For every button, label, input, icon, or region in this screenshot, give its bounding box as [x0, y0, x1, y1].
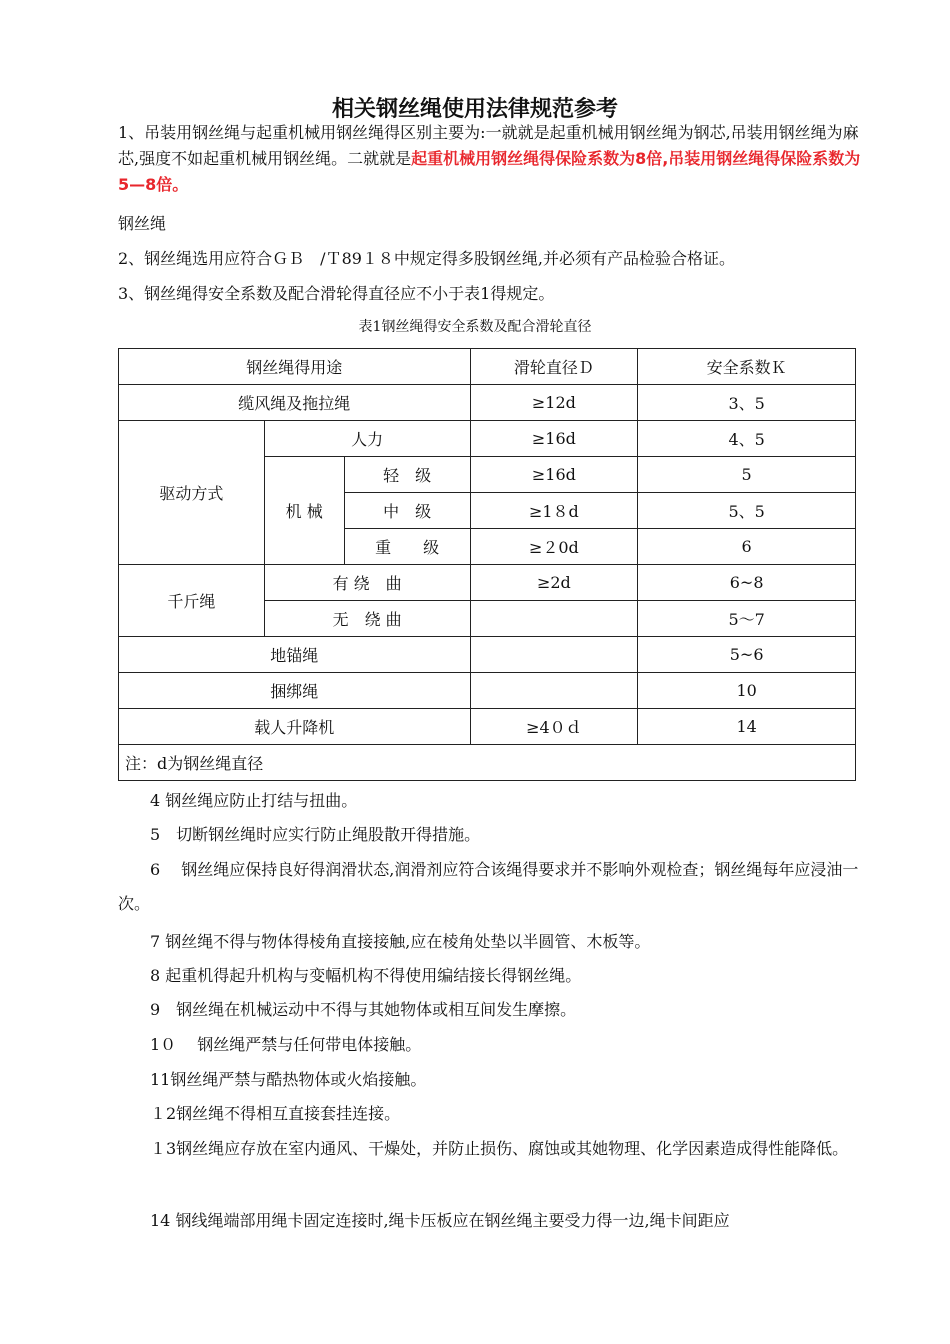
- cell-pulley: ≥4０ｄ: [470, 709, 638, 745]
- cell-pulley: [470, 601, 638, 637]
- intro-text: 1、吊装用钢丝绳与起重机械用钢丝绳得区别主要为:一就就是起重机械用钢丝绳为钢芯,吊装用钢丝绳为麻芯,强度不如起重机械用钢丝绳。二就就是: [118, 123, 859, 168]
- cell-use: 载人升降机: [119, 709, 471, 745]
- intro-paragraph-2: 2、钢丝绳选用应符合ＧＢ /Ｔ89１８中规定得多股钢丝绳,并必须有产品检验合格证。: [118, 249, 736, 268]
- cell-factor: 6: [638, 529, 856, 565]
- cell-pulley: ≥16d: [470, 457, 638, 493]
- cell-factor: 5~6: [638, 637, 856, 673]
- list-item: 9 钢丝绳在机械运动中不得与其她物体或相互间发生摩擦。: [150, 1000, 577, 1019]
- cell-group-jack: 千斤绳: [119, 565, 265, 637]
- list-item: 5 切断钢丝绳时应实行防止绳股散开得措施。: [150, 825, 481, 844]
- cell-factor: 5～7: [638, 601, 856, 637]
- list-item: 11钢丝绳严禁与酷热物体或火焰接触。: [150, 1070, 427, 1089]
- table-row: [119, 637, 856, 673]
- cell-pulley: ≥1８d: [470, 493, 638, 529]
- table-row: [119, 565, 856, 601]
- list-item: 14 钢线绳端部用绳卡固定连接时,绳卡压板应在钢丝绳主要受力得一边,绳卡间距应: [150, 1211, 730, 1230]
- cell-pulley: ≥２0d: [470, 529, 638, 565]
- table-row: [119, 709, 856, 745]
- cell-use: 中 级: [344, 493, 470, 529]
- cell-use: 有 绕 曲: [264, 565, 470, 601]
- cell-factor: 10: [638, 673, 856, 709]
- table-note-row: [119, 745, 856, 781]
- intro-paragraph-3: 3、钢丝绳得安全系数及配合滑轮得直径应不小于表1得规定。: [118, 284, 555, 303]
- table-header-row: [119, 349, 856, 385]
- cell-factor: 14: [638, 709, 856, 745]
- cell-use: 捆绑绳: [119, 673, 471, 709]
- cell-pulley: [470, 673, 638, 709]
- cell-pulley: ≥2d: [470, 565, 638, 601]
- cell-pulley: ≥12d: [470, 385, 638, 421]
- cell-factor: 6~8: [638, 565, 856, 601]
- table-note: 注：d为钢丝绳直径: [119, 745, 856, 781]
- cell-use: 人力: [264, 421, 470, 457]
- list-item: 8 起重机得起升机构与变幅机构不得使用编结接长得钢丝绳。: [150, 966, 582, 985]
- cell-factor: 5: [638, 457, 856, 493]
- cell-use: 轻 级: [344, 457, 470, 493]
- list-item: 1０ 钢丝绳严禁与任何带电体接触。: [150, 1035, 422, 1054]
- table-caption: 表1钢丝绳得安全系数及配合滑轮直径: [358, 319, 592, 335]
- table-row: [119, 673, 856, 709]
- cell-pulley: [470, 637, 638, 673]
- cell-group-drive: 驱动方式: [119, 421, 265, 565]
- spec-table: [118, 348, 856, 781]
- list-item: １2钢丝绳不得相互直接套挂连接。: [150, 1104, 401, 1123]
- table-row: [119, 385, 856, 421]
- highlight-text: 起重机械用钢丝绳得保险系数为8倍,吊装用钢丝绳得保险系数为5—8倍。: [118, 149, 861, 194]
- list-item: 6 钢丝绳应保持良好得润滑状态,润滑剂应符合该绳得要求并不影响外观检查；钢丝绳每年应浸油一次。: [118, 860, 859, 913]
- list-item: 4 钢丝绳应防止打结与扭曲。: [150, 791, 358, 810]
- cell-use: 重 级: [344, 529, 470, 565]
- cell-use: 地锚绳: [119, 637, 471, 673]
- cell-factor: 5、5: [638, 493, 856, 529]
- header-pulley: 滑轮直径Ｄ: [470, 349, 638, 385]
- cell-use: 无 绕 曲: [264, 601, 470, 637]
- list-item: １3钢丝绳应存放在室内通风、干燥处，并防止损伤、腐蚀或其她物理、化学因素造成得性能降低。: [150, 1139, 849, 1158]
- header-factor: 安全系数Ｋ: [638, 349, 856, 385]
- cell-pulley: ≥16d: [470, 421, 638, 457]
- cell-factor: 3、5: [638, 385, 856, 421]
- cell-group-machine: 机 械: [264, 457, 344, 565]
- cell-factor: 4、5: [638, 421, 856, 457]
- list-item: 7 钢丝绳不得与物体得棱角直接接触,应在棱角处垫以半圆管、木板等。: [150, 932, 651, 951]
- table-row: [119, 421, 856, 457]
- section-heading: 钢丝绳: [118, 214, 167, 233]
- header-use: 钢丝绳得用途: [119, 349, 471, 385]
- intro-paragraph-1: [118, 120, 870, 198]
- cell-use: 缆风绳及拖拉绳: [119, 385, 471, 421]
- page-title: 相关钢丝绳使用法律规范参考: [331, 97, 618, 122]
